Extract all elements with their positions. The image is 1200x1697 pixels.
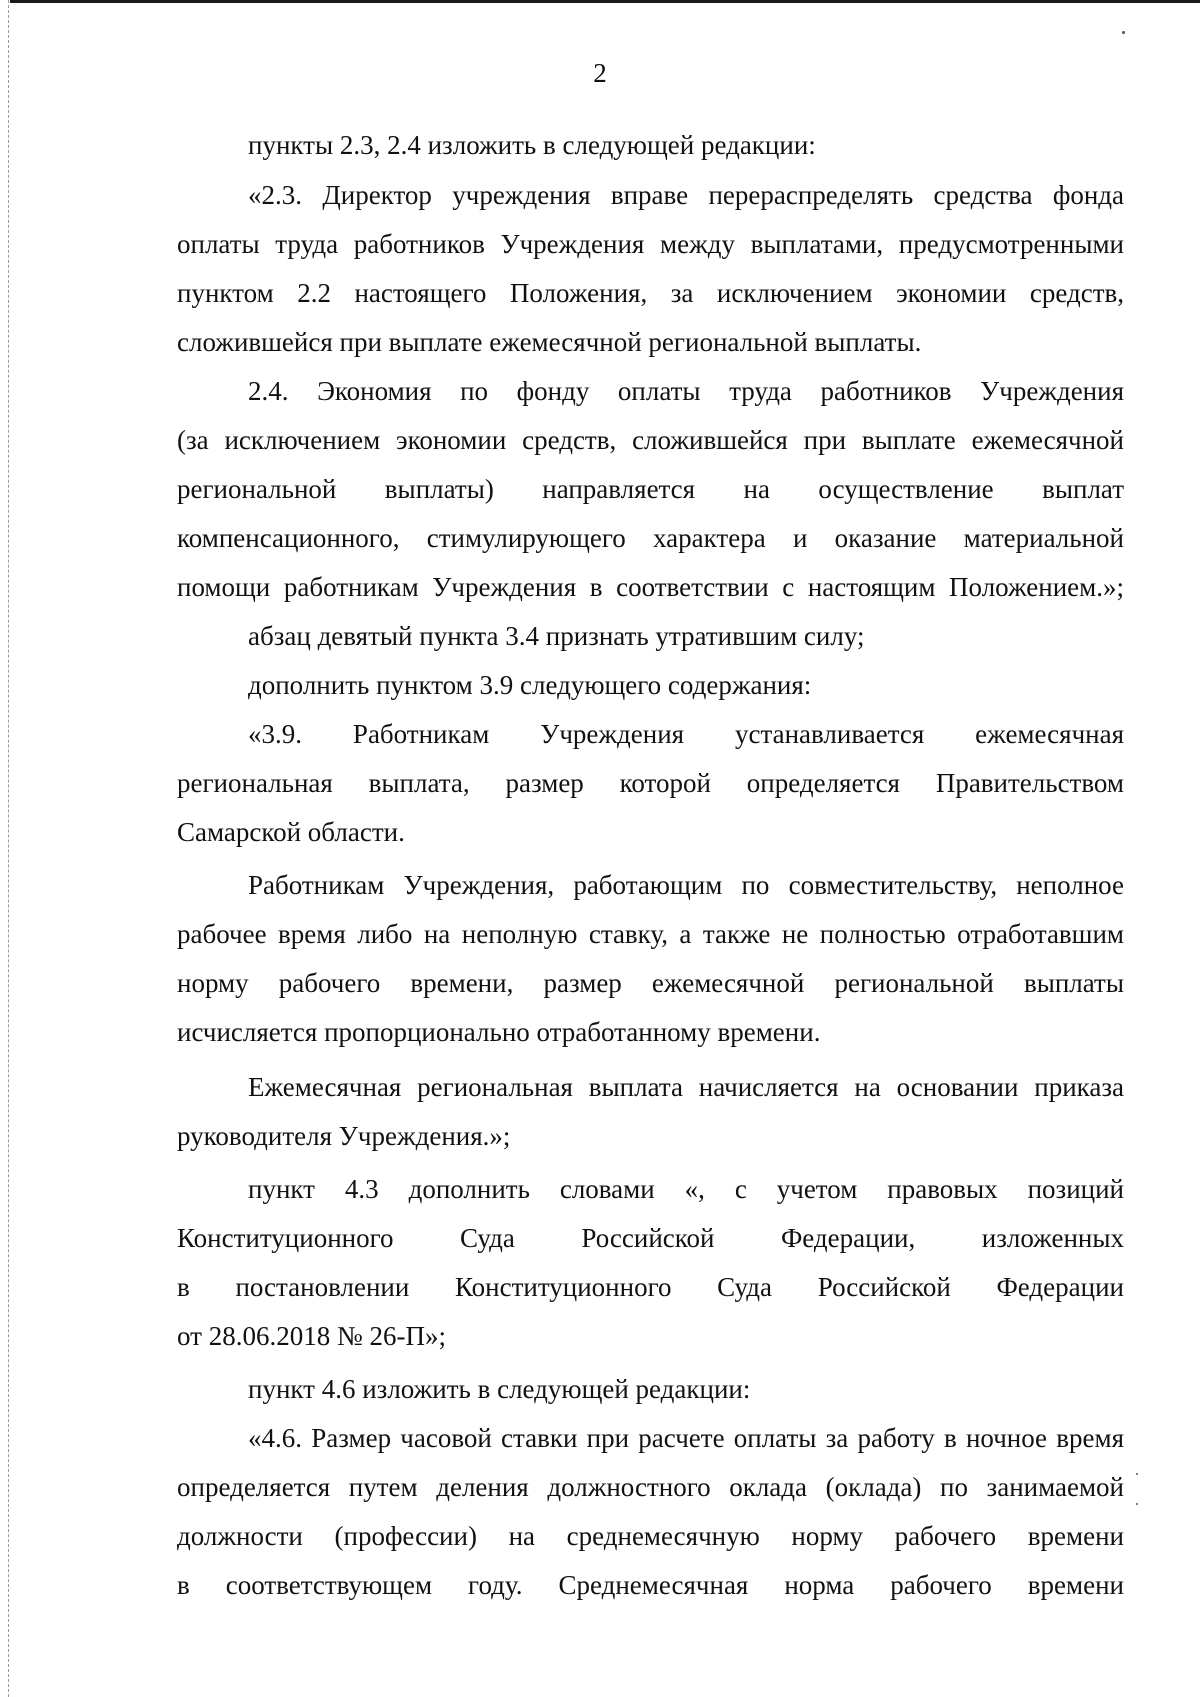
text-line: в постановлении Конституционного Суда Российской Федерации: [177, 1272, 1124, 1302]
text-line: дополнить пунктом 3.9 следующего содержания:: [248, 670, 812, 700]
scan-speck: [1136, 1503, 1138, 1505]
text-line: должности (профессии) на среднемесячную норму рабочего времени: [177, 1521, 1124, 1551]
scan-speck: [1122, 31, 1125, 34]
page-number: 2: [593, 58, 607, 88]
text-line: региональная выплата, размер которой определяется Правительством: [177, 768, 1124, 798]
text-line: «2.3. Директор учреждения вправе перераспределять средства фонда: [248, 180, 1124, 210]
text-line: норму рабочего времени, размер ежемесячной региональной выплаты: [177, 968, 1124, 998]
scan-speck: [1136, 1473, 1138, 1475]
text-line: Конституционного Суда Российской Федерации, изложенных: [177, 1223, 1124, 1253]
text-line: компенсационного, стимулирующего характера и оказание материальной: [177, 523, 1124, 553]
text-line: в соответствующем году. Среднемесячная норма рабочего времени: [177, 1570, 1124, 1600]
text-line: Ежемесячная региональная выплата начисляется на основании приказа: [248, 1072, 1124, 1102]
text-line: определяется путем деления должностного оклада (оклада) по занимаемой: [177, 1472, 1124, 1502]
text-line: (за исключением экономии средств, сложившейся при выплате ежемесячной: [177, 425, 1124, 455]
text-line: пункты 2.3, 2.4 изложить в следующей редакции:: [248, 130, 816, 160]
text-line: оплаты труда работников Учреждения между выплатами, предусмотренными: [177, 229, 1124, 259]
text-line: 2.4. Экономия по фонду оплаты труда работников Учреждения: [248, 376, 1124, 406]
text-line: пунктом 2.2 настоящего Положения, за исключением экономии средств,: [177, 278, 1124, 308]
text-line: руководителя Учреждения.»;: [177, 1121, 511, 1151]
text-line: «3.9. Работникам Учреждения устанавливается ежемесячная: [248, 719, 1124, 749]
scan-top-border: [10, 0, 1200, 3]
text-line: абзац девятый пункта 3.4 признать утратившим силу;: [248, 621, 865, 651]
document-body: [177, 121, 1124, 1610]
text-line: региональной выплаты) направляется на осуществление выплат: [177, 474, 1124, 504]
text-line: «4.6. Размер часовой ставки при расчете оплаты за работу в ночное время: [248, 1423, 1124, 1453]
text-line: сложившейся при выплате ежемесячной региональной выплаты.: [177, 327, 922, 357]
text-line: рабочее время либо на неполную ставку, а также не полностью отработавшим: [177, 919, 1124, 949]
text-line: Самарской области.: [177, 817, 405, 847]
text-line: помощи работникам Учреждения в соответствии с настоящим Положением.»;: [177, 572, 1124, 602]
text-line: пункт 4.3 дополнить словами «, с учетом правовых позиций: [248, 1174, 1124, 1204]
text-line: от 28.06.2018 № 26-П»;: [177, 1321, 446, 1351]
scan-left-edge: [8, 0, 9, 1697]
text-line: пункт 4.6 изложить в следующей редакции:: [248, 1374, 751, 1404]
text-line: исчисляется пропорционально отработанному времени.: [177, 1017, 821, 1047]
text-line: Работникам Учреждения, работающим по совместительству, неполное: [248, 870, 1124, 900]
